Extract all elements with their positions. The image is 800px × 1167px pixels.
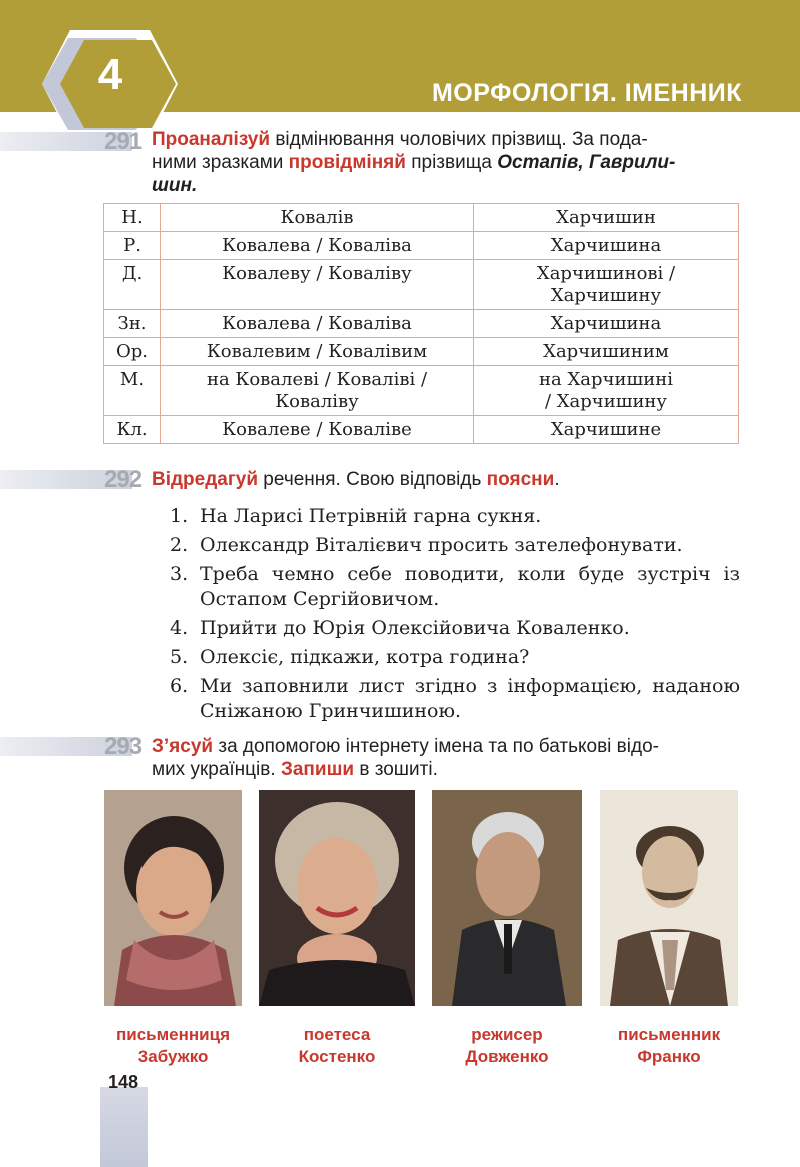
list-item: 2. Олександр Віталієвич просить зателефонувати. bbox=[170, 534, 683, 556]
portrait-kostenko-image bbox=[259, 790, 415, 1006]
caption-dovzhenko: режисер Довженко bbox=[465, 1025, 549, 1066]
exercise-293-number: 293 bbox=[104, 733, 142, 760]
caption-kostenko: поетеса Костенко bbox=[298, 1025, 376, 1066]
keyword-find-out: З’ясуй bbox=[152, 736, 214, 757]
portrait-franko-image bbox=[600, 790, 738, 1006]
table-row: Ор. Ковалевим / Ковалівим Харчишиним bbox=[104, 338, 739, 366]
keyword-explain: поясни bbox=[486, 469, 555, 490]
keyword-edit: Відредагуй bbox=[152, 469, 259, 490]
table-row: Зн. Ковалева / Коваліва Харчишина bbox=[104, 310, 739, 338]
list-item: 5. Олексіє, підкажи, котра година? bbox=[170, 646, 530, 668]
keyword-analyze: Проаналізуй bbox=[152, 129, 271, 150]
exercise-293-instruction: З’ясуй за допомогою інтернету імена та по батькові відо- мих українців. Запиши в зошиті. bbox=[152, 736, 659, 780]
table-row: Н. Ковалів Харчишин bbox=[104, 204, 739, 232]
list-item: 6. Ми заповнили лист згідно з інформацією, наданою Сніжаною Гринчишиною. bbox=[170, 675, 740, 722]
table-row: Р. Ковалева / Коваліва Харчишина bbox=[104, 232, 739, 260]
exercise-292-number: 292 bbox=[104, 466, 142, 493]
list-item: 1. На Ларисі Петрівній гарна сукня. bbox=[170, 505, 542, 527]
table-row: М. на Ковалеві / Коваліві / Коваліву на Харчишині / Харчишину bbox=[104, 366, 739, 416]
sentence-list bbox=[162, 504, 740, 728]
chapter-number: 4 bbox=[97, 50, 123, 99]
exercise-291-instruction: Проаналізуй відмінювання чоловічих прізвищ. За пода- ними зразками провідміняй прізвища Остапів, Гаврили- шин. bbox=[152, 129, 676, 196]
caption-franko: письменник Франко bbox=[617, 1025, 721, 1066]
portrait-dovzhenko-image bbox=[432, 790, 582, 1006]
list-item: 4. Прийти до Юрія Олексійовича Коваленко. bbox=[170, 617, 630, 639]
portrait-zabuzhko-image bbox=[104, 790, 242, 1006]
table-row: Д. Ковалеву / Коваліву Харчишинові / Харчишину bbox=[104, 260, 739, 310]
keyword-write-down: Запиши bbox=[280, 759, 355, 780]
list-item: 3. Треба чемно себе поводити, коли буде зустріч із Остапом Сергійовичом. bbox=[170, 563, 740, 610]
page-side-strip bbox=[100, 1087, 148, 1167]
chapter-title: МОРФОЛОГІЯ. ІМЕННИК bbox=[431, 79, 742, 107]
caption-zabuzhko: письменниця Забужко bbox=[115, 1025, 230, 1066]
table-row: Кл. Ковалеве / Коваліве Харчишине bbox=[104, 416, 739, 444]
exercise-292-instruction: Відредагуй речення. Свою відповідь поясни. bbox=[152, 469, 560, 490]
page-number: 148 bbox=[108, 1072, 139, 1092]
keyword-decline: провідміняй bbox=[288, 152, 406, 173]
declension-table bbox=[103, 203, 739, 444]
exercise-291-number: 291 bbox=[104, 128, 142, 155]
